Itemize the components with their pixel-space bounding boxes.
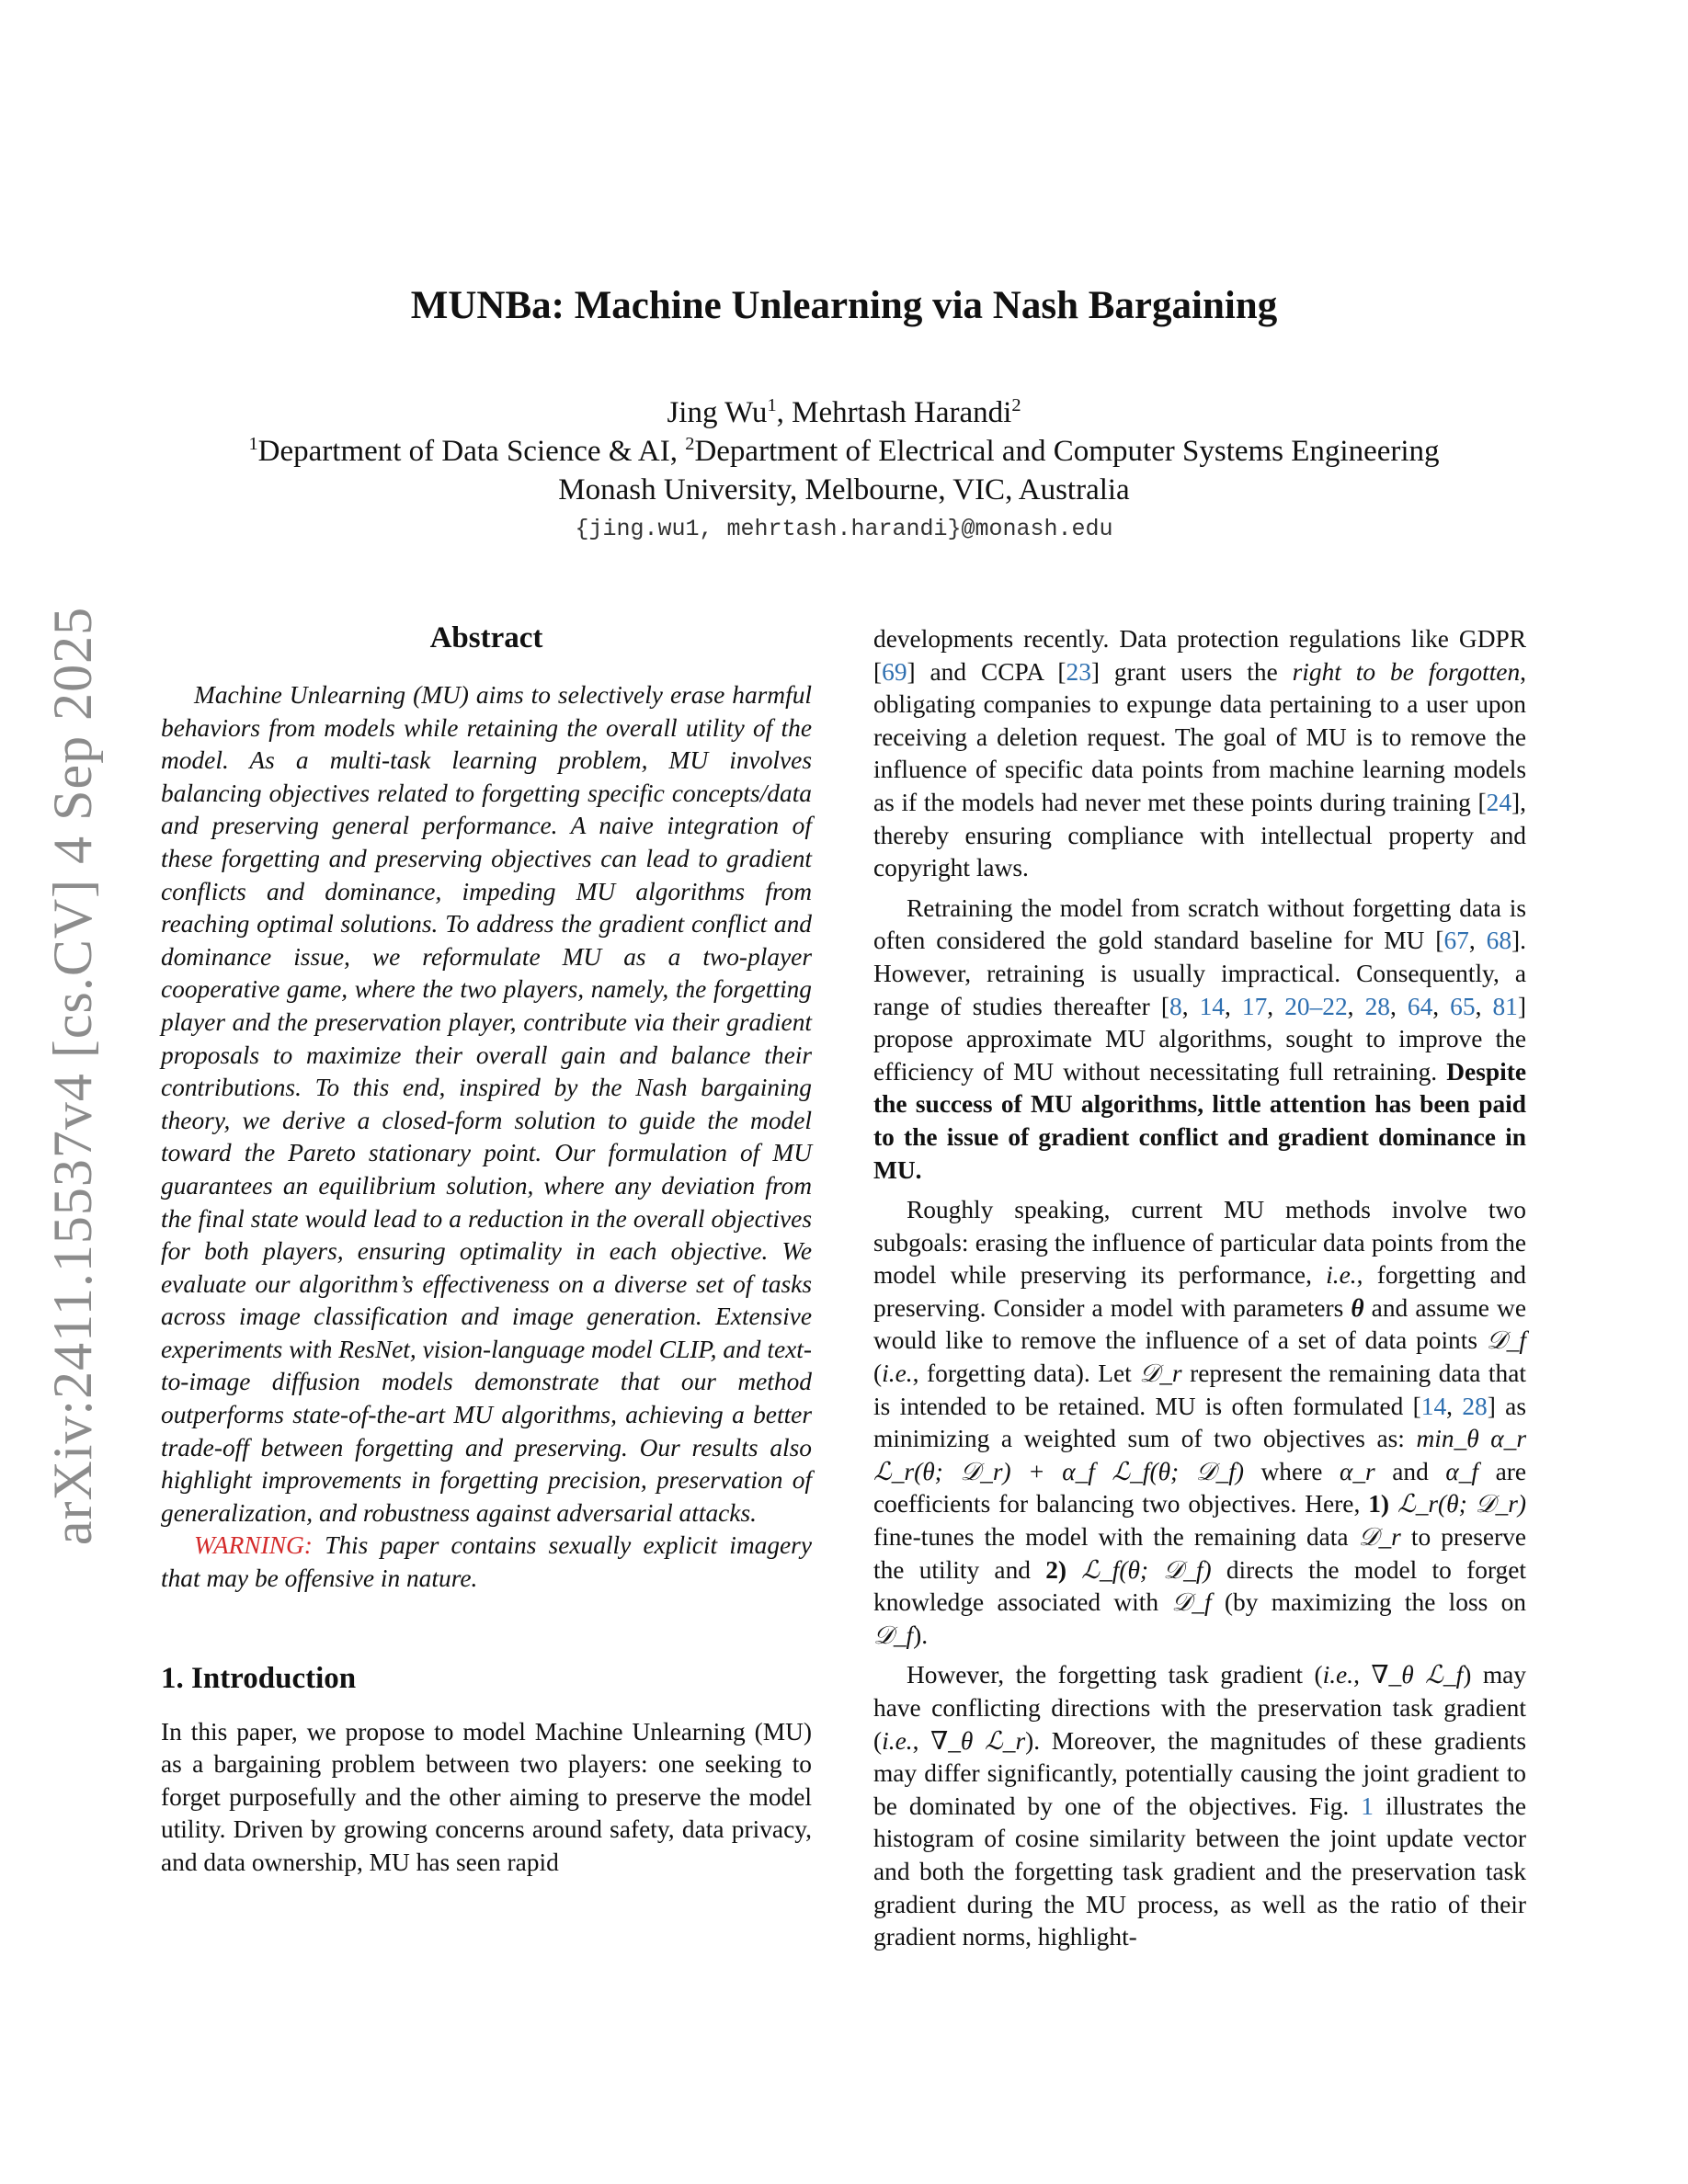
left-column — [161, 621, 812, 1880]
text-run: ] propose approximate MU algorithms, sought to improve the efficiency of MU without necessitating full retraining. — [873, 992, 1526, 1086]
text-run: , — [1389, 992, 1408, 1020]
text-run: to preserve the utility and — [873, 1523, 1526, 1584]
text-run: , forgetting and preserving. Consider a model with parameters — [873, 1261, 1527, 1322]
right-column — [873, 623, 1526, 1954]
citation-link[interactable]: 69 — [882, 657, 907, 686]
citation-link[interactable]: 17 — [1241, 992, 1268, 1020]
citation-link[interactable]: 23 — [1066, 657, 1091, 686]
author-emails: {jing.wu1, mehrtash.harandi}@monash.edu — [575, 516, 1113, 542]
text-run: where — [1243, 1457, 1340, 1485]
emphasis: i.e. — [882, 1726, 913, 1755]
citation-link[interactable]: 28 — [1462, 1392, 1488, 1420]
paper-title: MUNBa: Machine Unlearning via Nash Bargaining — [410, 284, 1278, 327]
text-run: directs the model to forget knowledge associated with — [873, 1555, 1526, 1617]
text-run: (by maximizing the loss on — [1211, 1588, 1527, 1617]
text-run: developments recently. Data protection regulations like GDPR [ — [873, 625, 1526, 686]
math-symbol: 𝒟_r — [1358, 1523, 1401, 1552]
text-run: , — [1468, 927, 1487, 955]
intro-paragraph: In this paper, we propose to model Machine Unlearning (MU) as a bargaining problem between two players: one seeking to forget purposefully and the other aiming to preserve the model utility. Driven by growing concerns around safety, data privacy, and data ownership, MU has seen rapid — [161, 1717, 812, 1876]
citation-link[interactable]: 68 — [1486, 927, 1512, 955]
section-heading-introduction: 1. Introduction — [161, 1661, 357, 1695]
warning-label: WARNING: — [194, 1531, 313, 1560]
text-run: , obligating companies to expunge data pertaining to a user upon receiving a deletion request. The goal of MU is to remove the influence of specific data points from machine learning models as if the models had never met these points during training [ — [873, 657, 1527, 816]
text-run: ) may have conflicting directions with the preservation task gradient ( — [873, 1661, 1526, 1755]
author-name: Mehrtash Harandi — [792, 396, 1012, 429]
warning-note — [161, 1530, 812, 1595]
citation-link[interactable]: 20 — [1284, 992, 1310, 1020]
math-symbol: θ — [1351, 1293, 1364, 1322]
math-symbol: ∇_θ ℒ_f — [1371, 1661, 1464, 1689]
citation-link[interactable]: 24 — [1486, 788, 1512, 816]
text-run: ] grant users the — [1090, 657, 1293, 686]
citation-link[interactable]: 28 — [1364, 992, 1390, 1020]
author-affil-mark: 2 — [1011, 395, 1021, 415]
emphasis: i.e. — [1326, 1261, 1357, 1290]
citation-link[interactable]: 14 — [1199, 992, 1225, 1020]
paragraph — [873, 1659, 1526, 1953]
affiliation: Department of Electrical and Computer Systems Engineering — [694, 435, 1440, 468]
affiliation: Department of Data Science & AI, — [257, 435, 686, 468]
paragraph — [873, 893, 1526, 1187]
citation-link[interactable]: 65 — [1450, 992, 1476, 1020]
text-run: , — [1181, 992, 1200, 1020]
math-symbol: ∇_θ ℒ_r — [930, 1726, 1026, 1755]
author-affil-mark: 1 — [767, 395, 777, 415]
text-run: are coefficients for balancing two objectives. Here, — [873, 1457, 1527, 1519]
figure-link[interactable]: 1 — [1361, 1792, 1374, 1820]
affil-mark: 1 — [248, 434, 258, 454]
list-marker: 1) — [1368, 1490, 1390, 1519]
text-run: – — [1309, 992, 1323, 1020]
text-run: and — [1374, 1457, 1446, 1485]
text-run: Roughly speaking, current MU methods involve two subgoals: erasing the influence of particular data points from the model while preserving its performance, — [873, 1196, 1526, 1290]
text-run: represent the remaining data that is intended to be retained. MU is often formulated [ — [873, 1359, 1526, 1420]
text-run: However, the forgetting task gradient ( — [907, 1661, 1323, 1689]
paragraph — [873, 1194, 1526, 1652]
text-run: ). Moreover, the magnitudes of these gradients may differ significantly, potentially causing the joint gradient to be dominated by one of the objectives. Fig. — [873, 1726, 1526, 1820]
text-run: , forgetting data). Let — [912, 1359, 1140, 1388]
list-marker: 2) — [1045, 1555, 1067, 1584]
institution-line: Monash University, Melbourne, VIC, Australia — [558, 473, 1130, 506]
emphasis: i.e. — [1322, 1661, 1354, 1689]
emphasis: i.e. — [882, 1359, 913, 1388]
math-formula: min_θ α_r ℒ_r(θ; 𝒟_r) + α_f ℒ_f(θ; 𝒟_f) — [873, 1425, 1526, 1485]
warning-text: This paper contains sexually explicit imagery that may be offensive in nature. — [161, 1531, 812, 1593]
author-separator: , — [776, 396, 793, 429]
abstract-body: Machine Unlearning (MU) aims to selectively erase harmful behaviors from models while retaining the overall utility of the model. As a multi-task learning problem, MU involves balancing objectives related to forgetting specific concepts/data and preserving general performance. A naive integration of these forgetting and preserving objectives can lead to gradient conflicts and dominance, impeding MU algorithms from reaching optimal solutions. To address the gradient conflict and dominance issue, we reformulate MU as a two-player cooperative game, where the two players, namely, the forgetting player and the preservation player, contribute via their gradient proposals to maximize their overall gain and balance their contributions. To this end, inspired by the Nash bargaining theory, we derive a closed-form solution to guide the model toward the Pareto stationary point. Our formulation of MU guarantees an equilibrium solution, where any deviation from the final state would lead to a reduction in the overall objectives for both players, ensuring optimality in each objective. We evaluate our algorithm’s effectiveness on a diverse set of tasks across image classification and image generation. Extensive experiments with ResNet, vision-language model CLIP, and text-to-image diffusion models demonstrate that our method outperforms state-of-the-art MU algorithms, achieving a better trade-off between forgetting and preserving. Our results also highlight improvements in forgetting precision, preservation of generalization, and robustness against adversarial attacks. — [161, 681, 812, 1527]
author-name: Jing Wu — [667, 396, 768, 429]
text-run: , — [1224, 992, 1242, 1020]
math-symbol: α_r — [1339, 1457, 1375, 1485]
text-run: ], thereby ensuring compliance with intellectual property and copyright laws. — [873, 788, 1526, 882]
citation-link[interactable]: 22 — [1322, 992, 1348, 1020]
abstract-heading: Abstract — [429, 621, 543, 654]
math-symbol: 𝒟_f — [1171, 1588, 1212, 1617]
arxiv-sidebar — [37, 606, 110, 1545]
citation-link[interactable]: 14 — [1420, 1392, 1447, 1420]
citation-link[interactable]: 81 — [1492, 992, 1518, 1020]
math-symbol: 𝒟_r — [1139, 1359, 1182, 1388]
math-symbol: 𝒟_f — [873, 1621, 914, 1649]
text-run: , — [1347, 992, 1365, 1020]
text-run: ]. However, retraining is usually impractical. Consequently, a range of studies thereafter [ — [873, 927, 1527, 1020]
citation-link[interactable]: 8 — [1169, 992, 1182, 1020]
math-symbol: α_f — [1445, 1457, 1479, 1485]
authors-line — [0, 393, 1688, 432]
arxiv-identifier: arXiv:2411.15537v4 [cs.CV] 4 Sep 2025 — [42, 606, 104, 1545]
text-run: , — [1432, 992, 1451, 1020]
text-run: illustrates the histogram of cosine similarity between the joint update vector and both the forgetting task gradient and the preservation task gradient during the MU process, as well as the ratio of their gradient norms, highlight- — [873, 1792, 1526, 1951]
paragraph — [873, 623, 1526, 885]
text-run: ( — [873, 1359, 883, 1388]
text-run: ] and CCPA [ — [907, 657, 1066, 686]
emphasis: right to be forgotten — [1292, 657, 1521, 686]
math-symbol: ℒ_r(θ; 𝒟_r) — [1389, 1490, 1526, 1519]
text-run: , — [1475, 992, 1493, 1020]
text-run: ). — [913, 1621, 929, 1649]
citation-link[interactable]: 67 — [1443, 927, 1469, 955]
text-run: , — [912, 1726, 931, 1755]
math-symbol: 𝒟_f — [1486, 1326, 1526, 1355]
affiliations-line — [0, 432, 1688, 471]
text-run: , — [1446, 1392, 1463, 1420]
text-run: , — [1353, 1661, 1372, 1689]
text-run: , — [1267, 992, 1285, 1020]
math-symbol: ℒ_f(θ; 𝒟_f) — [1066, 1555, 1212, 1584]
text-run: ] as minimizing a weighted sum of two objectives as: — [873, 1392, 1526, 1453]
text-run: and assume we would like to remove the influence of a set of data points — [873, 1293, 1526, 1355]
affil-mark: 2 — [685, 434, 695, 454]
text-run: Retraining the model from scratch without forgetting data is often considered the gold standard baseline for MU [ — [873, 893, 1526, 955]
text-run: fine-tunes the model with the remaining data — [873, 1523, 1359, 1552]
bold-claim: Despite the success of MU algorithms, little attention has been paid to the issue of gradient conflict and gradient dominance in MU. — [873, 1057, 1526, 1184]
citation-link[interactable]: 64 — [1407, 992, 1433, 1020]
